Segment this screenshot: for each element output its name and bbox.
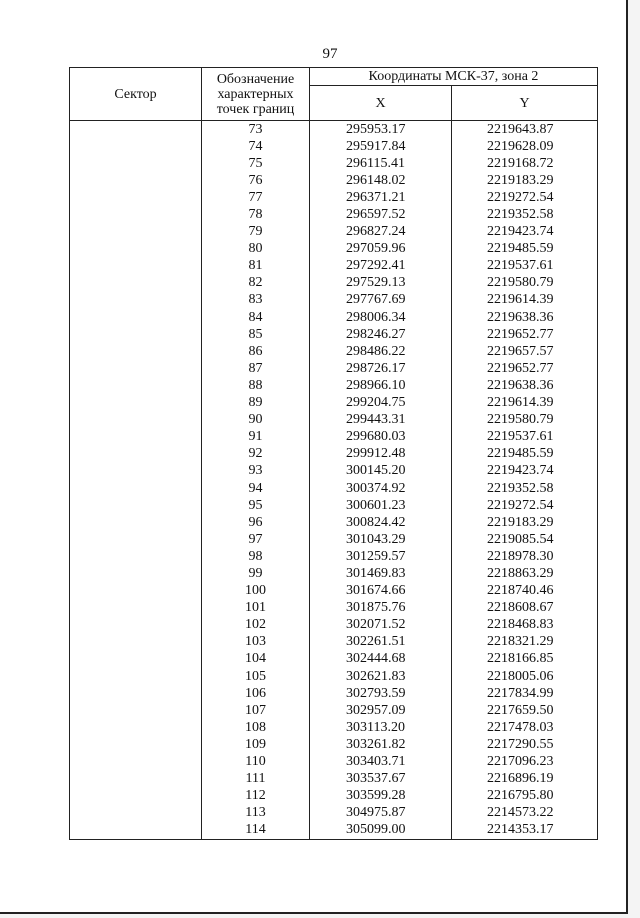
table-row [70, 822, 598, 840]
y-coordinate-cell: 2219183.29 [452, 172, 598, 189]
sector-cell [70, 412, 202, 429]
point-id-cell: 103 [202, 634, 310, 651]
sector-cell [70, 583, 202, 600]
x-coordinate-cell: 301674.66 [310, 583, 452, 600]
y-coordinate-cell: 2219614.39 [452, 395, 598, 412]
y-coordinate-cell: 2217834.99 [452, 685, 598, 702]
header-y: Y [452, 86, 598, 121]
table-row [70, 600, 598, 617]
table-row [70, 736, 598, 753]
y-coordinate-cell: 2219580.79 [452, 412, 598, 429]
x-coordinate-cell: 297529.13 [310, 275, 452, 292]
y-coordinate-cell: 2219485.59 [452, 241, 598, 258]
point-id-cell: 106 [202, 685, 310, 702]
sector-cell [70, 685, 202, 702]
x-coordinate-cell: 299443.31 [310, 412, 452, 429]
table-row [70, 565, 598, 582]
x-coordinate-cell: 302621.83 [310, 668, 452, 685]
point-id-cell: 80 [202, 241, 310, 258]
sector-cell [70, 719, 202, 736]
table-row [70, 685, 598, 702]
coordinates-table [69, 67, 598, 840]
point-id-cell: 92 [202, 446, 310, 463]
y-coordinate-cell: 2219652.77 [452, 360, 598, 377]
point-id-cell: 89 [202, 395, 310, 412]
x-coordinate-cell: 295917.84 [310, 138, 452, 155]
y-coordinate-cell: 2219183.29 [452, 514, 598, 531]
x-coordinate-cell: 298486.22 [310, 343, 452, 360]
sector-cell [70, 634, 202, 651]
y-coordinate-cell: 2216896.19 [452, 771, 598, 788]
x-coordinate-cell: 303599.28 [310, 788, 452, 805]
y-coordinate-cell: 2219352.58 [452, 480, 598, 497]
x-coordinate-cell: 301043.29 [310, 531, 452, 548]
table-row [70, 788, 598, 805]
point-id-cell: 102 [202, 617, 310, 634]
point-id-cell: 75 [202, 155, 310, 172]
point-id-cell: 82 [202, 275, 310, 292]
y-coordinate-cell: 2217096.23 [452, 753, 598, 770]
y-coordinate-cell: 2219352.58 [452, 206, 598, 223]
point-id-cell: 97 [202, 531, 310, 548]
sector-cell [70, 617, 202, 634]
point-id-cell: 96 [202, 514, 310, 531]
x-coordinate-cell: 297767.69 [310, 292, 452, 309]
header-points: Обозначение характерных точек границ [202, 68, 310, 121]
x-coordinate-cell: 299204.75 [310, 395, 452, 412]
sector-cell [70, 668, 202, 685]
point-id-cell: 109 [202, 736, 310, 753]
x-coordinate-cell: 299680.03 [310, 429, 452, 446]
table-row [70, 275, 598, 292]
table-row [70, 292, 598, 309]
point-id-cell: 79 [202, 224, 310, 241]
page-number: 97 [322, 46, 338, 62]
y-coordinate-cell: 2218978.30 [452, 548, 598, 565]
table-row [70, 121, 598, 139]
sector-cell [70, 771, 202, 788]
sector-cell [70, 702, 202, 719]
table-row [70, 258, 598, 275]
point-id-cell: 112 [202, 788, 310, 805]
table-row [70, 446, 598, 463]
point-id-cell: 76 [202, 172, 310, 189]
sector-cell [70, 480, 202, 497]
table-row [70, 395, 598, 412]
point-id-cell: 73 [202, 121, 310, 139]
table-row [70, 155, 598, 172]
point-id-cell: 93 [202, 463, 310, 480]
x-coordinate-cell: 304975.87 [310, 805, 452, 822]
point-id-cell: 98 [202, 548, 310, 565]
sector-cell [70, 258, 202, 275]
header-x: X [310, 86, 452, 121]
x-coordinate-cell: 298726.17 [310, 360, 452, 377]
y-coordinate-cell: 2218740.46 [452, 583, 598, 600]
sector-cell [70, 822, 202, 840]
x-coordinate-cell: 303261.82 [310, 736, 452, 753]
point-id-cell: 85 [202, 326, 310, 343]
sector-cell [70, 497, 202, 514]
y-coordinate-cell: 2214353.17 [452, 822, 598, 840]
point-id-cell: 95 [202, 497, 310, 514]
x-coordinate-cell: 298006.34 [310, 309, 452, 326]
table-row [70, 224, 598, 241]
table-row [70, 719, 598, 736]
y-coordinate-cell: 2217290.55 [452, 736, 598, 753]
point-id-cell: 110 [202, 753, 310, 770]
sector-cell [70, 788, 202, 805]
sector-cell [70, 736, 202, 753]
x-coordinate-cell: 301875.76 [310, 600, 452, 617]
sector-cell [70, 121, 202, 139]
x-coordinate-cell: 299912.48 [310, 446, 452, 463]
y-coordinate-cell: 2216795.80 [452, 788, 598, 805]
x-coordinate-cell: 302957.09 [310, 702, 452, 719]
point-id-cell: 78 [202, 206, 310, 223]
header-sector: Сектор [70, 68, 202, 121]
x-coordinate-cell: 300601.23 [310, 497, 452, 514]
table-row [70, 429, 598, 446]
table-row [70, 241, 598, 258]
y-coordinate-cell: 2218863.29 [452, 565, 598, 582]
table-row [70, 583, 598, 600]
sector-cell [70, 446, 202, 463]
sector-cell [70, 292, 202, 309]
y-coordinate-cell: 2219657.57 [452, 343, 598, 360]
sector-cell [70, 155, 202, 172]
y-coordinate-cell: 2219423.74 [452, 224, 598, 241]
point-id-cell: 94 [202, 480, 310, 497]
sector-cell [70, 241, 202, 258]
sector-cell [70, 206, 202, 223]
y-coordinate-cell: 2219423.74 [452, 463, 598, 480]
y-coordinate-cell: 2219614.39 [452, 292, 598, 309]
point-id-cell: 87 [202, 360, 310, 377]
sector-cell [70, 651, 202, 668]
table-row [70, 189, 598, 206]
y-coordinate-cell: 2219485.59 [452, 446, 598, 463]
sector-cell [70, 309, 202, 326]
sector-cell [70, 189, 202, 206]
table-row [70, 634, 598, 651]
y-coordinate-cell: 2219652.77 [452, 326, 598, 343]
sector-cell [70, 343, 202, 360]
x-coordinate-cell: 296148.02 [310, 172, 452, 189]
y-coordinate-cell: 2219628.09 [452, 138, 598, 155]
point-id-cell: 90 [202, 412, 310, 429]
sector-cell [70, 395, 202, 412]
y-coordinate-cell: 2219643.87 [452, 121, 598, 139]
sector-cell [70, 463, 202, 480]
sector-cell [70, 326, 202, 343]
point-id-cell: 100 [202, 583, 310, 600]
point-id-cell: 86 [202, 343, 310, 360]
y-coordinate-cell: 2218608.67 [452, 600, 598, 617]
y-coordinate-cell: 2217659.50 [452, 702, 598, 719]
table-row [70, 702, 598, 719]
table-row [70, 463, 598, 480]
sector-cell [70, 172, 202, 189]
x-coordinate-cell: 300145.20 [310, 463, 452, 480]
x-coordinate-cell: 296371.21 [310, 189, 452, 206]
y-coordinate-cell: 2219168.72 [452, 155, 598, 172]
table-row [70, 172, 598, 189]
y-coordinate-cell: 2219638.36 [452, 309, 598, 326]
point-id-cell: 77 [202, 189, 310, 206]
x-coordinate-cell: 296115.41 [310, 155, 452, 172]
header-coords-group: Координаты МСК-37, зона 2 [310, 68, 598, 86]
point-id-cell: 88 [202, 377, 310, 394]
y-coordinate-cell: 2214573.22 [452, 805, 598, 822]
table-row [70, 514, 598, 531]
x-coordinate-cell: 301259.57 [310, 548, 452, 565]
sector-cell [70, 377, 202, 394]
y-coordinate-cell: 2219272.54 [452, 497, 598, 514]
table-row [70, 668, 598, 685]
x-coordinate-cell: 297059.96 [310, 241, 452, 258]
y-coordinate-cell: 2218468.83 [452, 617, 598, 634]
sector-cell [70, 429, 202, 446]
table-row [70, 480, 598, 497]
x-coordinate-cell: 298246.27 [310, 326, 452, 343]
point-id-cell: 108 [202, 719, 310, 736]
sector-cell [70, 138, 202, 155]
point-id-cell: 113 [202, 805, 310, 822]
x-coordinate-cell: 302261.51 [310, 634, 452, 651]
x-coordinate-cell: 296827.24 [310, 224, 452, 241]
y-coordinate-cell: 2218166.85 [452, 651, 598, 668]
x-coordinate-cell: 300374.92 [310, 480, 452, 497]
table-row [70, 617, 598, 634]
y-coordinate-cell: 2219638.36 [452, 377, 598, 394]
x-coordinate-cell: 303113.20 [310, 719, 452, 736]
x-coordinate-cell: 301469.83 [310, 565, 452, 582]
y-coordinate-cell: 2218321.29 [452, 634, 598, 651]
sector-cell [70, 224, 202, 241]
point-id-cell: 84 [202, 309, 310, 326]
y-coordinate-cell: 2218005.06 [452, 668, 598, 685]
sector-cell [70, 531, 202, 548]
point-id-cell: 91 [202, 429, 310, 446]
table-row [70, 651, 598, 668]
point-id-cell: 74 [202, 138, 310, 155]
point-id-cell: 114 [202, 822, 310, 840]
table-row [70, 805, 598, 822]
table-row [70, 771, 598, 788]
table-row [70, 497, 598, 514]
table-row [70, 548, 598, 565]
y-coordinate-cell: 2219537.61 [452, 258, 598, 275]
sector-cell [70, 753, 202, 770]
sector-cell [70, 565, 202, 582]
table-row [70, 412, 598, 429]
x-coordinate-cell: 302444.68 [310, 651, 452, 668]
point-id-cell: 105 [202, 668, 310, 685]
y-coordinate-cell: 2217478.03 [452, 719, 598, 736]
point-id-cell: 107 [202, 702, 310, 719]
point-id-cell: 81 [202, 258, 310, 275]
y-coordinate-cell: 2219272.54 [452, 189, 598, 206]
table-row [70, 343, 598, 360]
point-id-cell: 99 [202, 565, 310, 582]
x-coordinate-cell: 302793.59 [310, 685, 452, 702]
x-coordinate-cell: 303537.67 [310, 771, 452, 788]
sector-cell [70, 600, 202, 617]
table-body [70, 121, 598, 840]
table-row [70, 753, 598, 770]
sector-cell [70, 514, 202, 531]
x-coordinate-cell: 303403.71 [310, 753, 452, 770]
table-row [70, 309, 598, 326]
table-row [70, 531, 598, 548]
x-coordinate-cell: 297292.41 [310, 258, 452, 275]
y-coordinate-cell: 2219085.54 [452, 531, 598, 548]
x-coordinate-cell: 302071.52 [310, 617, 452, 634]
sector-cell [70, 275, 202, 292]
y-coordinate-cell: 2219580.79 [452, 275, 598, 292]
x-coordinate-cell: 296597.52 [310, 206, 452, 223]
x-coordinate-cell: 300824.42 [310, 514, 452, 531]
point-id-cell: 83 [202, 292, 310, 309]
x-coordinate-cell: 298966.10 [310, 377, 452, 394]
sector-cell [70, 548, 202, 565]
table-row [70, 326, 598, 343]
sector-cell [70, 360, 202, 377]
y-coordinate-cell: 2219537.61 [452, 429, 598, 446]
point-id-cell: 101 [202, 600, 310, 617]
x-coordinate-cell: 305099.00 [310, 822, 452, 840]
point-id-cell: 104 [202, 651, 310, 668]
table-row [70, 377, 598, 394]
sector-cell [70, 805, 202, 822]
table-row [70, 360, 598, 377]
point-id-cell: 111 [202, 771, 310, 788]
table-row [70, 206, 598, 223]
table-row [70, 138, 598, 155]
x-coordinate-cell: 295953.17 [310, 121, 452, 139]
